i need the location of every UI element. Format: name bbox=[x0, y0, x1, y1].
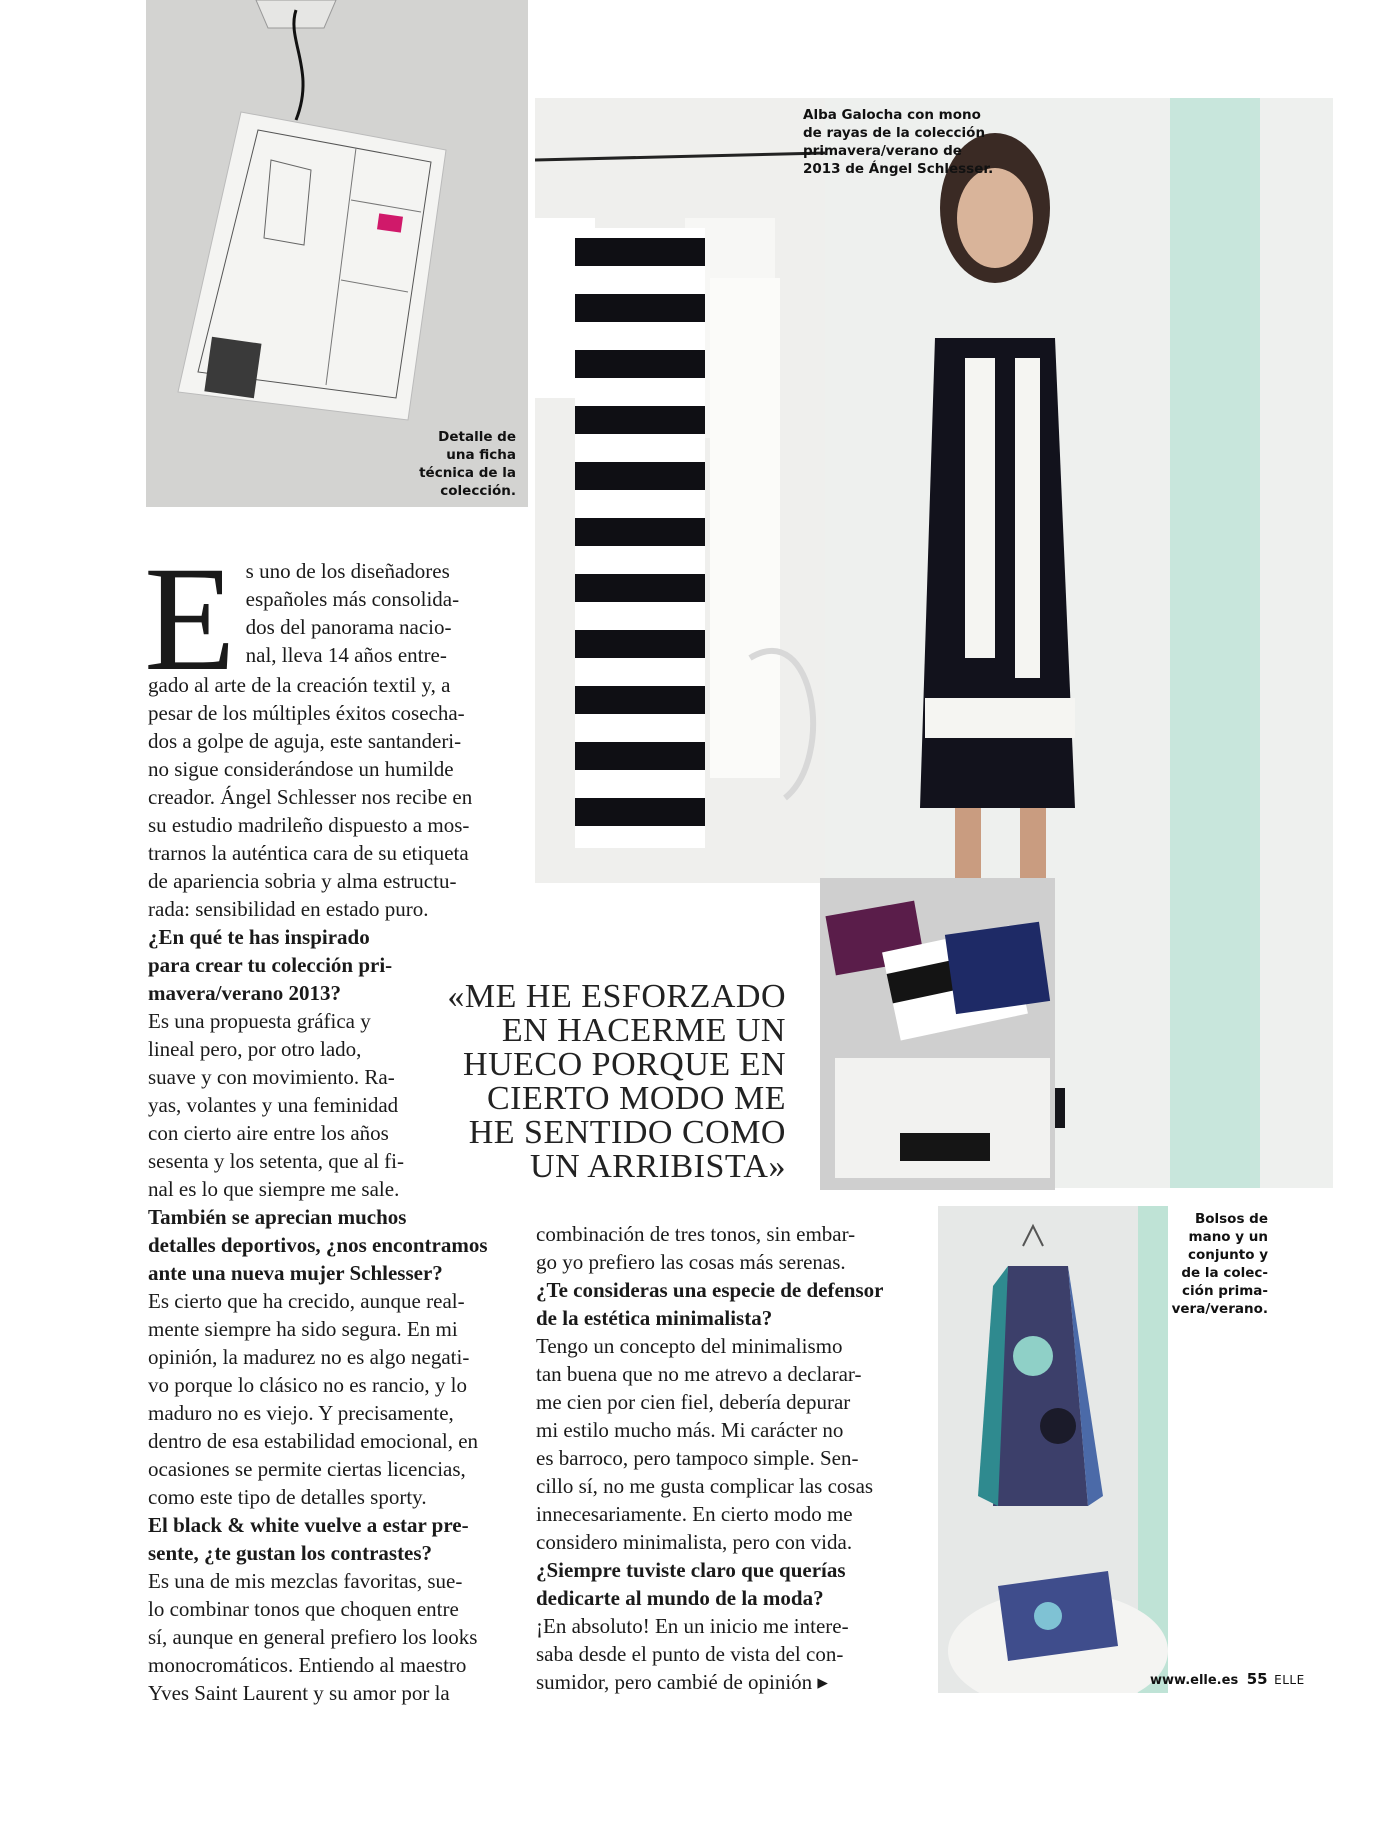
caption-line: primavera/verano de bbox=[803, 143, 962, 159]
striped-garment bbox=[575, 228, 705, 848]
text-line: lo combinar tonos que choquen entre bbox=[148, 1597, 459, 1621]
text-line: sesenta y los setenta, que al fi- bbox=[148, 1149, 404, 1173]
caption-ficha bbox=[410, 428, 516, 500]
article-column-1 bbox=[144, 536, 508, 1707]
text-line: Es cierto que ha crecido, aunque real- bbox=[148, 1289, 465, 1313]
text-line: nal, lleva 14 años entre- bbox=[245, 643, 447, 667]
question-line: detalles deportivos, ¿nos encontramos bbox=[148, 1233, 488, 1257]
page-number: 55 bbox=[1246, 1670, 1268, 1688]
drop-cap: E bbox=[144, 536, 236, 702]
question-line: de la estética minimalista? bbox=[536, 1306, 773, 1330]
answer-4 bbox=[536, 1332, 908, 1556]
text-line: maduro no es viejo. Y precisamente, bbox=[148, 1401, 454, 1425]
text-line: ¡En absoluto! En un inicio me intere- bbox=[536, 1614, 849, 1638]
question-5 bbox=[536, 1556, 908, 1612]
photo-striped-rack bbox=[535, 98, 825, 883]
pull-quote-line: «ME HE ESFORZADO bbox=[447, 978, 786, 1015]
caption-line: Bolsos de bbox=[1194, 1211, 1268, 1227]
caption-line: mano y un bbox=[1188, 1229, 1268, 1245]
text-line: saba desde el punto de vista del con- bbox=[536, 1642, 844, 1666]
question-line: para crear tu colección pri- bbox=[148, 953, 393, 977]
text-line: de apariencia sobria y alma estructu- bbox=[148, 869, 457, 893]
text-line: con cierto aire entre los años bbox=[148, 1121, 389, 1145]
pull-quote-line: CIERTO MODO ME bbox=[486, 1080, 786, 1117]
text-line: españoles más consolida- bbox=[245, 587, 460, 611]
text-line: no sigue considerándose un humilde bbox=[148, 757, 454, 781]
text-line: su estudio madrileño dispuesto a mos- bbox=[148, 813, 470, 837]
text-line: trarnos la auténtica cara de su etiqueta bbox=[148, 841, 469, 865]
page-footer bbox=[1150, 1670, 1305, 1688]
caption-line: 2013 de Ángel Schlesser. bbox=[803, 161, 994, 177]
magazine-brand: ELLE bbox=[1274, 1673, 1305, 1687]
text-line: mi estilo mucho más. Mi carácter no bbox=[536, 1418, 844, 1442]
question-2 bbox=[148, 1203, 508, 1287]
text-line: gado al arte de la creación textil y, a bbox=[148, 673, 451, 697]
question-4 bbox=[536, 1276, 908, 1332]
pull-quote-line: UN ARRIBISTA» bbox=[530, 1148, 786, 1185]
caption-bolsos bbox=[1168, 1210, 1268, 1318]
text-line: s uno de los diseñadores bbox=[245, 559, 450, 583]
caption-line: Detalle de bbox=[438, 429, 516, 445]
answer-continued bbox=[536, 1220, 908, 1276]
answer-2 bbox=[148, 1287, 508, 1511]
caption-line: técnica de la bbox=[419, 465, 516, 481]
answer-3 bbox=[148, 1567, 508, 1707]
text-line: yas, volantes y una feminidad bbox=[148, 1093, 399, 1117]
answer-5 bbox=[536, 1612, 908, 1696]
question-line: El black & white vuelve a estar pre- bbox=[148, 1513, 469, 1537]
photo-jacket bbox=[938, 1206, 1168, 1693]
caption-line: vera/verano. bbox=[1171, 1301, 1268, 1317]
text-line: suave y con movimiento. Ra- bbox=[148, 1065, 395, 1089]
intro-paragraph bbox=[144, 536, 508, 923]
text-line: Es una propuesta gráfica y bbox=[148, 1009, 371, 1033]
footer-url: www.elle.es bbox=[1150, 1673, 1239, 1688]
jacket-illustration bbox=[938, 1206, 1168, 1693]
question-1 bbox=[148, 923, 508, 1007]
text-line: innecesariamente. En cierto modo me bbox=[536, 1502, 853, 1526]
pull-quote-line: EN HACERME UN bbox=[501, 1012, 786, 1049]
text-line: sumidor, pero cambié de opinión ▸ bbox=[536, 1670, 828, 1694]
striped-clothes-illustration bbox=[535, 98, 825, 883]
caption-line: Alba Galocha con mono bbox=[803, 107, 981, 123]
answer-1 bbox=[148, 1007, 508, 1203]
text-line: lineal pero, por otro lado, bbox=[148, 1037, 362, 1061]
caption-line: de la colec- bbox=[1181, 1265, 1268, 1281]
article-column-2 bbox=[536, 1220, 908, 1696]
text-line: opinión, la madurez no es algo negati- bbox=[148, 1345, 470, 1369]
text-line: mente siempre ha sido segura. En mi bbox=[148, 1317, 458, 1341]
question-3 bbox=[148, 1511, 508, 1567]
text-line: Yves Saint Laurent y su amor por la bbox=[148, 1681, 450, 1705]
text-line: tan buena que no me atrevo a declarar- bbox=[536, 1362, 862, 1386]
text-line: go yo prefiero las cosas más serenas. bbox=[536, 1250, 846, 1274]
question-line: ante una nueva mujer Schlesser? bbox=[148, 1261, 443, 1285]
text-line: nal es lo que siempre me sale. bbox=[148, 1177, 400, 1201]
text-line: rada: sensibilidad en estado puro. bbox=[148, 897, 429, 921]
text-line: ocasiones se permite ciertas licencias, bbox=[148, 1457, 466, 1481]
caption-line: una ficha bbox=[446, 447, 516, 463]
text-line: combinación de tres tonos, sin embar- bbox=[536, 1222, 856, 1246]
question-line: También se aprecian muchos bbox=[148, 1205, 407, 1229]
question-line: dedicarte al mundo de la moda? bbox=[536, 1586, 824, 1610]
text-line: dos a golpe de aguja, este santanderi- bbox=[148, 729, 462, 753]
text-line: vo porque lo clásico no es rancio, y lo bbox=[148, 1373, 467, 1397]
caption-alba bbox=[803, 106, 1023, 178]
caption-line: conjunto y bbox=[1188, 1247, 1268, 1263]
text-line: Es una de mis mezclas favoritas, sue- bbox=[148, 1569, 463, 1593]
handbags-illustration bbox=[820, 878, 1055, 1190]
pull-quote-line: HUECO PORQUE EN bbox=[463, 1046, 786, 1083]
text-line: como este tipo de detalles sporty. bbox=[148, 1485, 427, 1509]
question-line: ¿Siempre tuviste claro que querías bbox=[536, 1558, 846, 1582]
question-line: ¿En qué te has inspirado bbox=[148, 925, 370, 949]
text-line: es barroco, pero tampoco simple. Sen- bbox=[536, 1446, 859, 1470]
photo-handbags bbox=[820, 878, 1055, 1190]
caption-line: de rayas de la colección bbox=[803, 125, 986, 141]
caption-line: colección. bbox=[440, 483, 516, 499]
text-line: cillo sí, no me gusta complicar las cosas bbox=[536, 1474, 874, 1498]
text-line: dos del panorama nacio- bbox=[245, 615, 452, 639]
caption-line: ción prima- bbox=[1182, 1283, 1268, 1299]
question-line: ¿Te consideras una especie de defensor bbox=[536, 1278, 884, 1302]
pull-quote-line: HE SENTIDO COMO bbox=[468, 1114, 786, 1151]
text-line: creador. Ángel Schlesser nos recibe en bbox=[148, 785, 473, 809]
question-line: sente, ¿te gustan los contrastes? bbox=[148, 1541, 433, 1565]
text-line: Tengo un concepto del minimalismo bbox=[536, 1334, 843, 1358]
text-line: dentro de esa estabilidad emocional, en bbox=[148, 1429, 479, 1453]
text-line: pesar de los múltiples éxitos cosecha- bbox=[148, 701, 465, 725]
text-line: sí, aunque en general prefiero los looks bbox=[148, 1625, 478, 1649]
text-line: me cien por cien fiel, debería depurar bbox=[536, 1390, 851, 1414]
text-line: monocromáticos. Entiendo al maestro bbox=[148, 1653, 467, 1677]
question-line: mavera/verano 2013? bbox=[148, 981, 342, 1005]
text-line: considero minimalista, pero con vida. bbox=[536, 1530, 853, 1554]
